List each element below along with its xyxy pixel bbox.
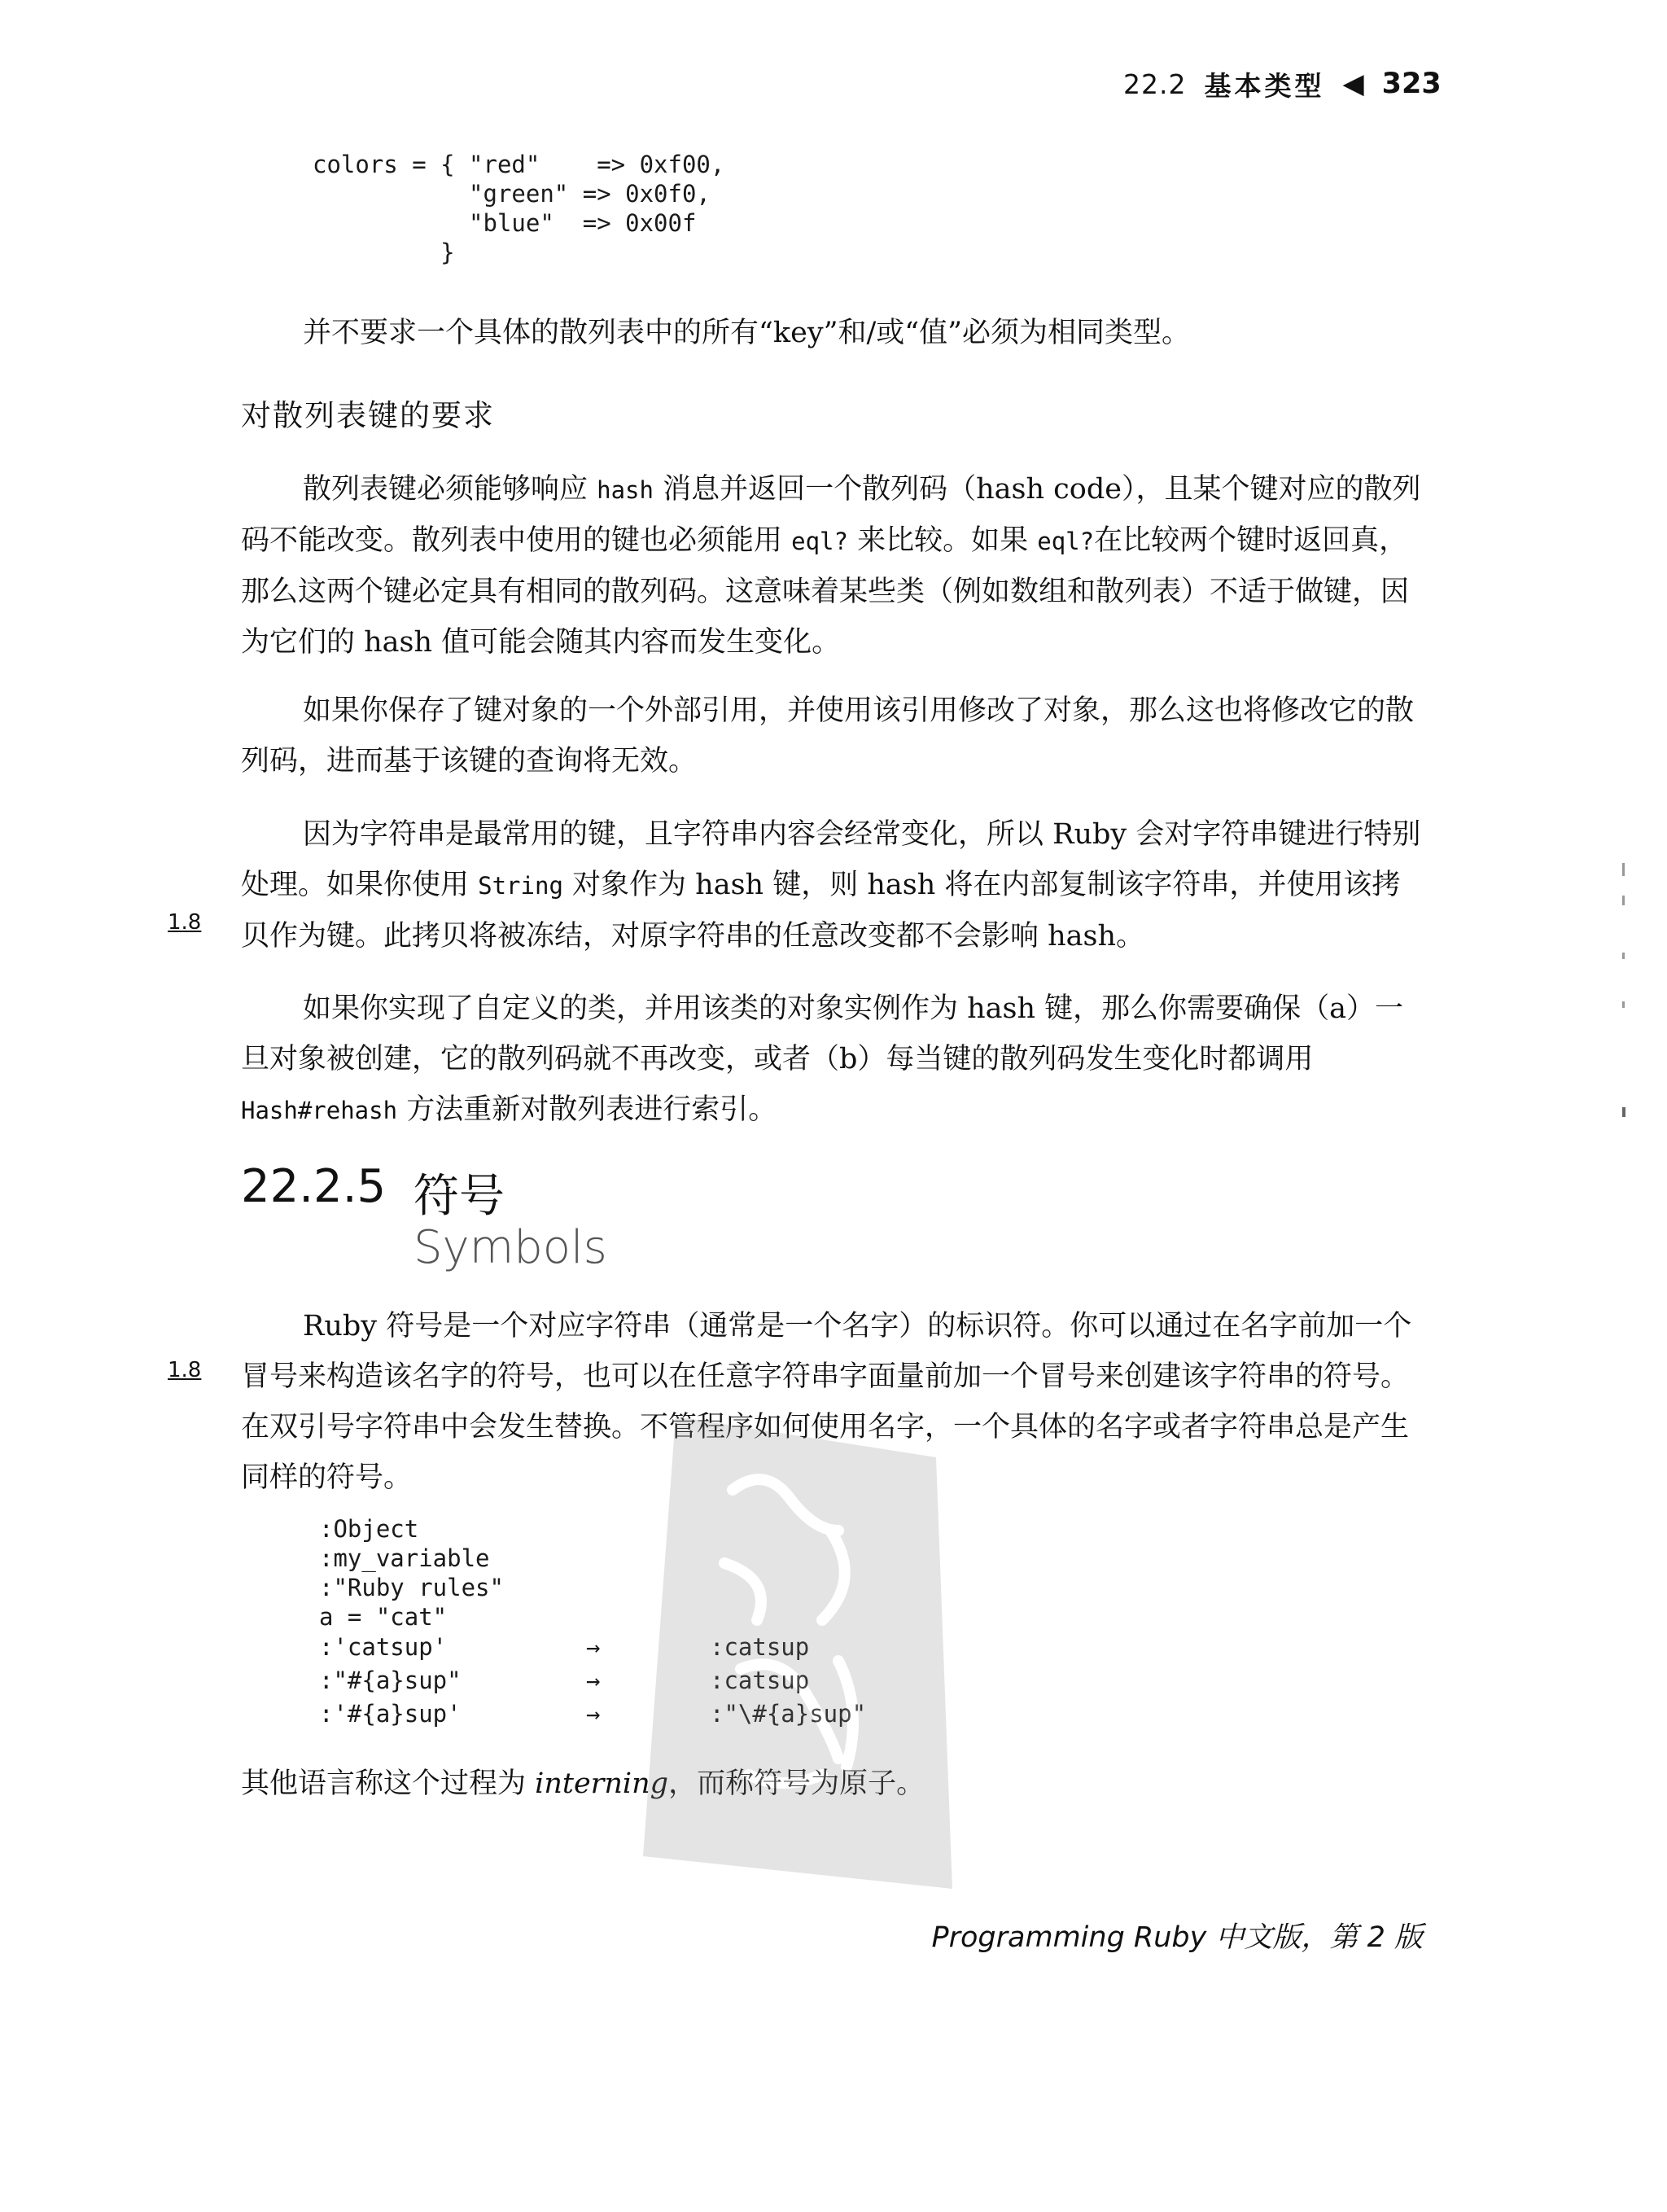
symbol-result: :"\#{a}sup" (710, 1699, 867, 1728)
paragraph-types: 并不要求一个具体的散列表中的所有“key”和/或“值”必须为相同类型。 (303, 317, 1191, 349)
margin-note-version: 1.8 (168, 910, 202, 935)
arrow-icon: → (586, 1699, 601, 1728)
arrow-icon: → (586, 1666, 601, 1694)
page-header (1123, 64, 1481, 104)
code-block-colors (313, 150, 724, 267)
inline-code: Hash#rehash (241, 1097, 398, 1124)
paragraph-external-reference: 如果你保存了键对象的一个外部引用，并使用该引用修改了对象，那么这也将修改它的散列码，进而基于该键的查询将无效。 (241, 694, 1415, 777)
code-line: "green" => 0x0f0, (313, 180, 711, 208)
code-line: :my_variable (319, 1544, 490, 1572)
page-number: 323 (1381, 68, 1442, 100)
header-section-title: 基本类型 (1204, 69, 1325, 102)
margin-note-version: 1.8 (168, 1358, 202, 1382)
section-number: 22.2.5 (241, 1160, 387, 1213)
code-line: } (313, 239, 455, 266)
paragraph-hash-code: 散列表键必须能够响应 hash 消息并返回一个散列码（hash code），且某个键对应的散列码不能改变。散列表中使用的键也必须能用 eql? 来比较。如果 eql?在比较两个键时返回真，那么这两个键必定具有相同的散列码。这意味着某些类（例如数组和散列表）不适于做键，因为它们的 hash 值可能会随其内容而发生变化。 (241, 473, 1421, 659)
paragraph-symbols-intro: Ruby 符号是一个对应字符串（通常是一个名字）的标识符。你可以通过在名字前加一个冒号来构造该名字的符号，也可以在任意字符串字面量前加一个冒号来创建该字符串的符号。在双引号字符串中会发生替换。不管程序如何使用名字，一个具体的名字或者字符串总是产生同样的符号。 (241, 1310, 1412, 1494)
paragraph-string-keys: 因为字符串是最常用的键，且字符串内容会经常变化，所以 Ruby 会对字符串键进行特别处理。如果你使用 String 对象作为 hash 键，则 hash 将在内部复制该字符串，并使用该拷贝作为键。此拷贝将被冻结，对原字符串的任意改变都不会影响 hash。 (241, 818, 1421, 953)
subheading-hash-key-requirements: 对散列表键的要求 (241, 398, 495, 433)
emphasis-term: interning (535, 1767, 669, 1800)
symbol-result: :catsup (710, 1632, 810, 1661)
code-line: "blue" => 0x00f (313, 209, 697, 237)
inline-code: eql? (791, 528, 848, 555)
page-footer: Programming Ruby 中文版，第 2 版 (931, 1921, 1423, 1954)
section-subtitle: Symbols (413, 1221, 607, 1274)
code-line: :Object (319, 1515, 419, 1543)
code-line: colors = { "red" => 0xf00, (313, 151, 725, 178)
symbol-expression: :'catsup' (319, 1632, 448, 1661)
symbol-examples-table (319, 1630, 866, 1730)
paragraph-custom-class-keys: 如果你实现了自定义的类，并用该类的对象实例作为 hash 键，那么你需要确保（a）一旦对象被创建，它的散列码就不再改变，或者（b）每当键的散列码发生变化时都调用 Hash#rehash 方法重新对散列表进行索引。 (241, 992, 1404, 1126)
symbol-result: :catsup (710, 1666, 810, 1694)
section-title: 符号 (413, 1170, 505, 1223)
header-section-number: 22.2 (1123, 68, 1187, 100)
table-row (319, 1697, 866, 1730)
code-line: :"Ruby rules" (319, 1574, 504, 1601)
inline-code: String (478, 872, 563, 900)
table-row (319, 1663, 866, 1697)
inline-code: eql? (1037, 528, 1095, 555)
paragraph-interning: 其他语言称这个过程为 interning，而称符号为原子。 (241, 1767, 925, 1800)
arrow-icon: → (586, 1632, 601, 1661)
header-arrow-icon: ◀ (1342, 68, 1364, 100)
inline-code: hash (597, 476, 654, 504)
scan-edge-marks (1620, 863, 1628, 1124)
table-row (319, 1630, 866, 1663)
code-line: a = "cat" (319, 1603, 448, 1631)
code-block-symbols (319, 1514, 504, 1632)
symbol-expression: :'#{a}sup' (319, 1699, 462, 1728)
symbol-expression: :"#{a}sup" (319, 1666, 462, 1694)
